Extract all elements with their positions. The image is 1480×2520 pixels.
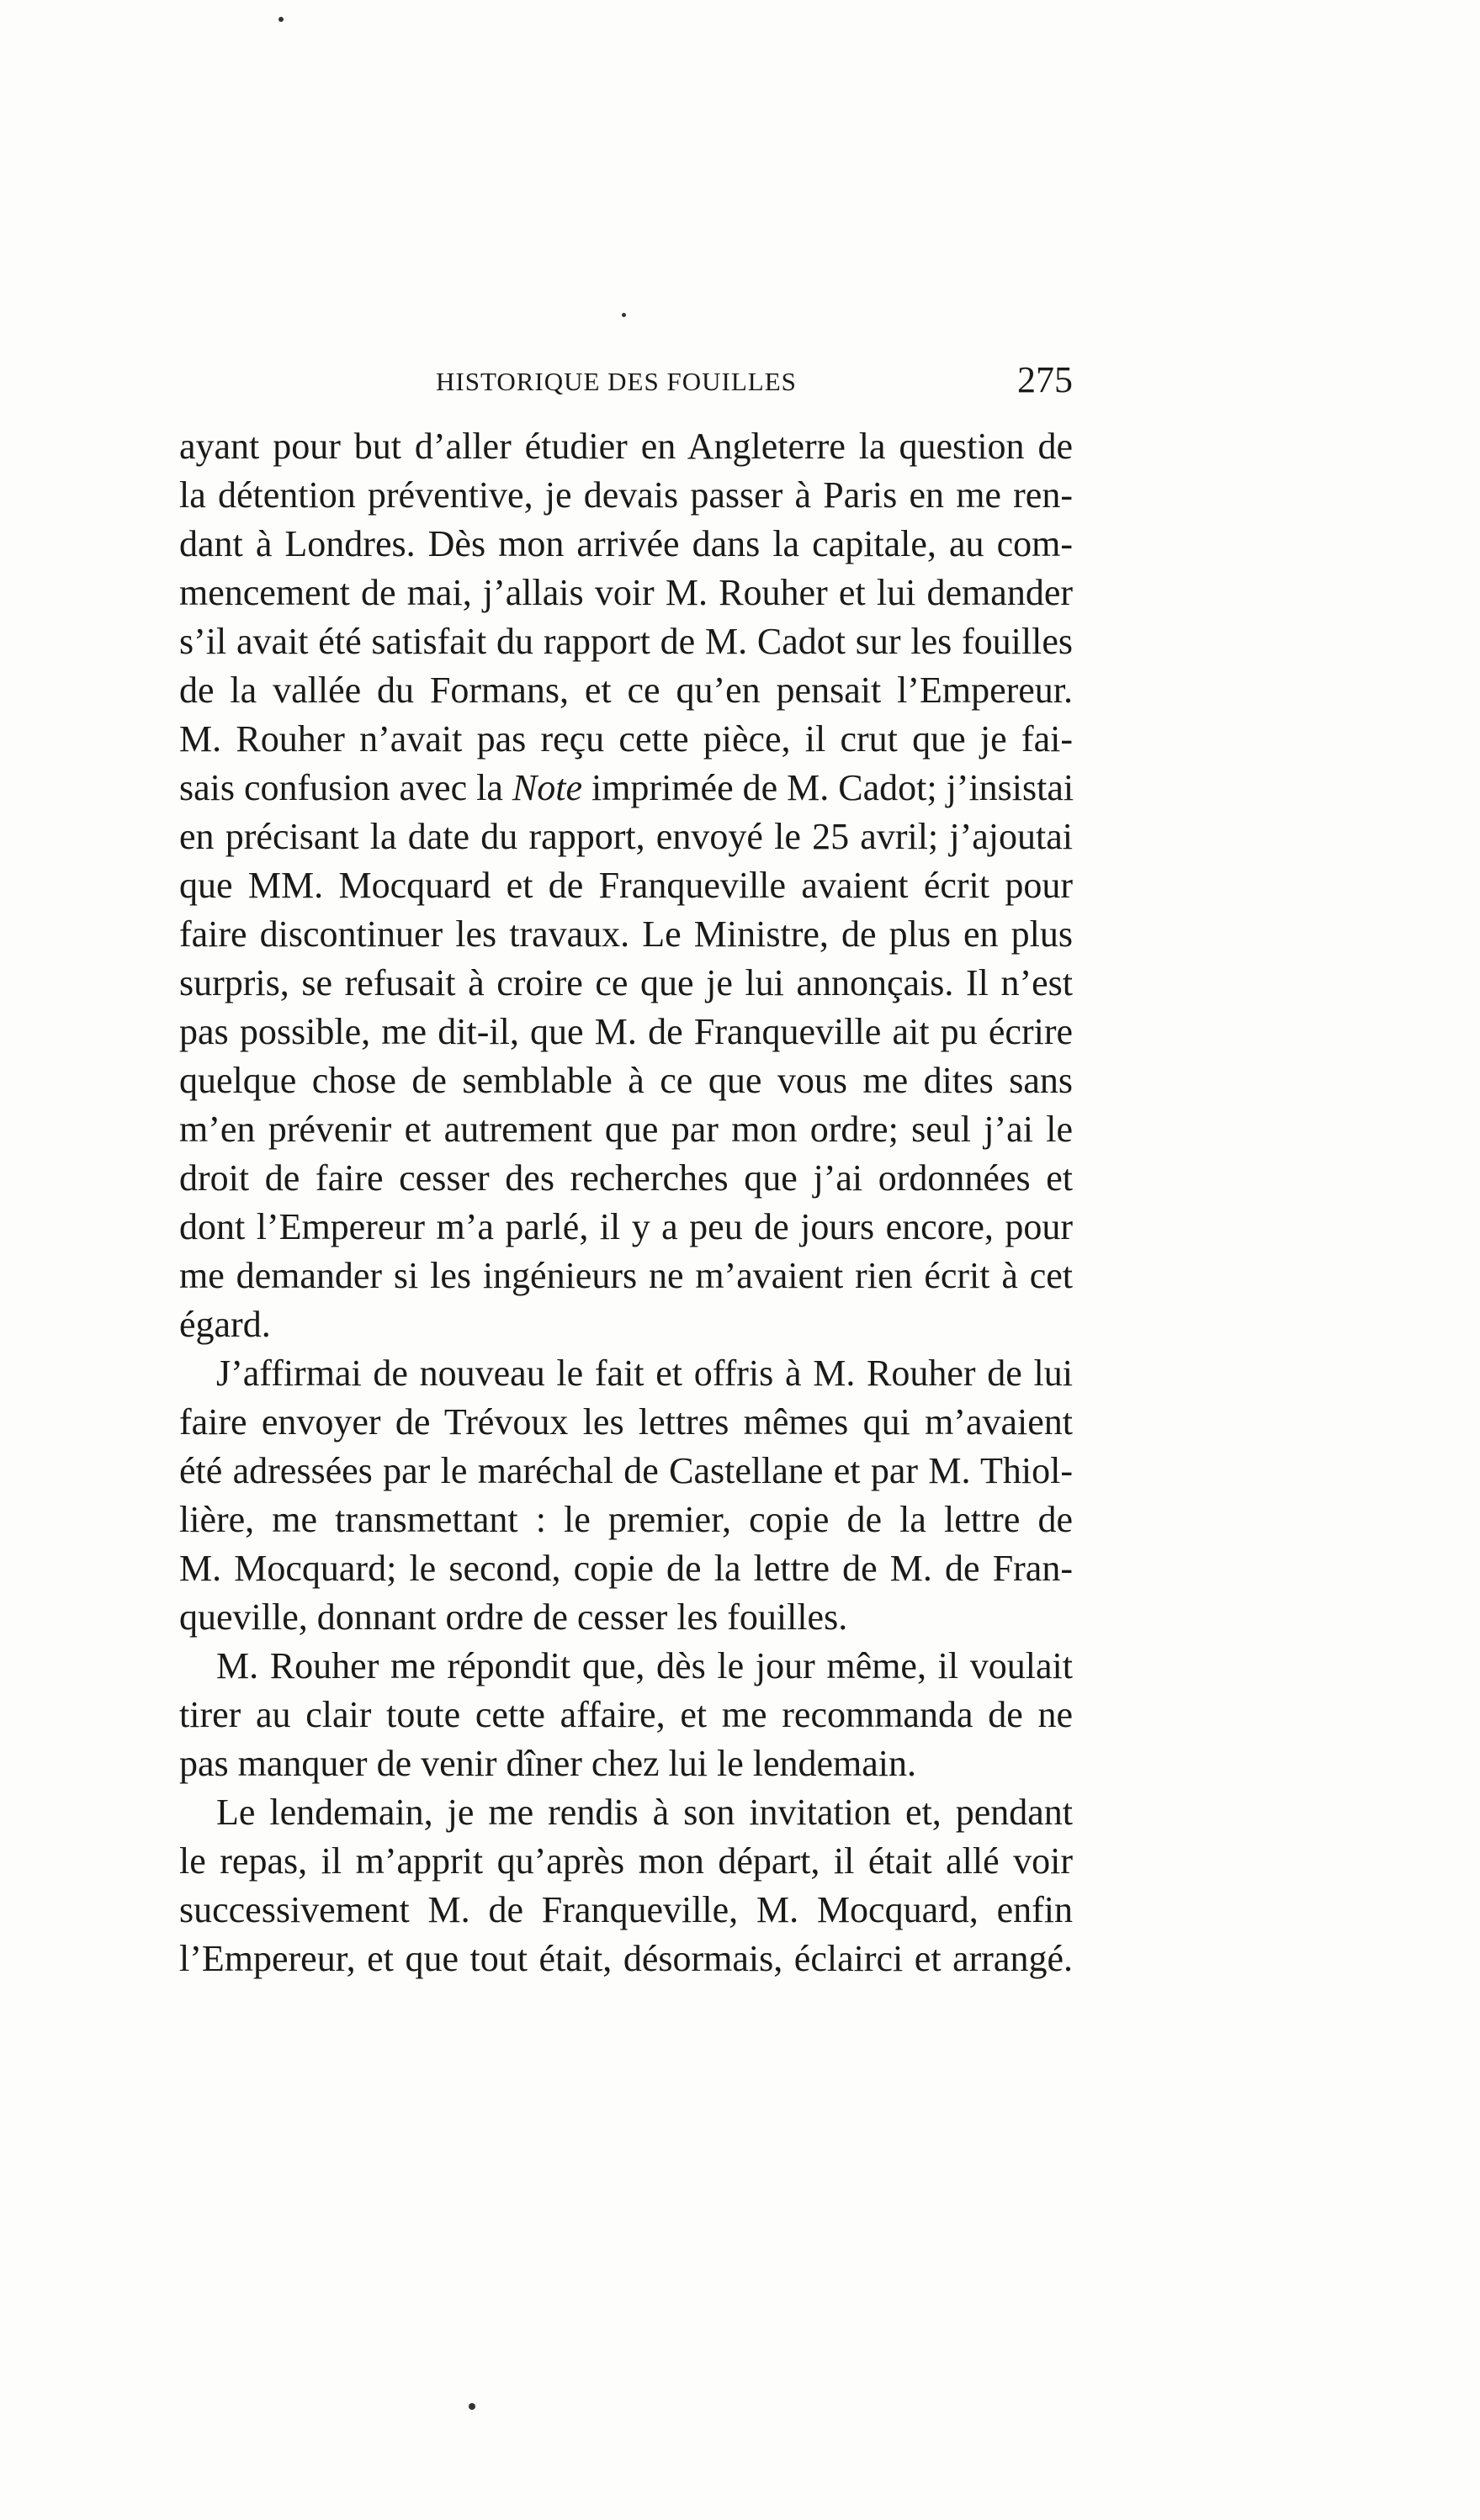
text-line: successivement M. de Franqueville, M. Mocquard, enfin [179, 1889, 1073, 1930]
paragraph [179, 1349, 1073, 1642]
text-line: pas manquer de venir dîner chez lui le lendemain. [179, 1743, 916, 1784]
text-line: droit de faire cesser des recherches que j’ai ordonnées et [179, 1157, 1073, 1199]
text-line: m’en prévenir et autrement que par mon ordre; seul j’ai le [179, 1109, 1073, 1150]
italic-word: Note [512, 767, 582, 808]
text-line: lière, me transmettant : le premier, copie de la lettre de [179, 1499, 1073, 1540]
scan-speck [469, 2403, 475, 2410]
text-line: pas possible, me dit-il, que M. de Franqueville ait pu écrire [179, 1011, 1073, 1052]
text-line: ayant pour but d’aller étudier en Angleterre la question de [179, 426, 1073, 467]
text-line: que MM. Mocquard et de Franqueville avaient écrit pour [179, 865, 1073, 906]
text-line: sais confusion avec la Note imprimée de M. Cadot; j’insistai [179, 767, 1074, 808]
text-line: M. Rouher n’avait pas reçu cette pièce, il crut que je fai- [179, 718, 1073, 760]
text-line: faire discontinuer les travaux. Le Ministre, de plus en plus [179, 913, 1073, 955]
text-line: J’affirmai de nouveau le fait et offris à M. Rouher de lui [216, 1353, 1073, 1394]
text-line: le repas, il m’apprit qu’après mon départ, il était allé voir [179, 1840, 1073, 1882]
running-head [179, 358, 1073, 409]
paragraph [179, 1642, 1073, 1788]
text-line: s’il avait été satisfait du rapport de M. Cadot sur les fouilles [179, 621, 1073, 662]
paragraph [179, 1788, 1073, 1983]
text-line: surpris, se refusait à croire ce que je lui annonçais. Il n’est [179, 962, 1073, 1003]
running-title: HISTORIQUE DES FOUILLES [436, 367, 797, 396]
text-line: l’Empereur, et que tout était, désormais, éclairci et arrangé. [179, 1938, 1073, 1979]
text-line: tirer au clair toute cette affaire, et me recommanda de ne [179, 1694, 1073, 1735]
text-line: M. Mocquard; le second, copie de la lettre de M. de Fran- [179, 1548, 1073, 1589]
text-line: faire envoyer de Trévoux les lettres mêmes qui m’avaient [179, 1401, 1073, 1443]
text-line: M. Rouher me répondit que, dès le jour même, il voulait [216, 1645, 1073, 1686]
text-line: mencement de mai, j’allais voir M. Rouher et lui demander [179, 572, 1073, 613]
text-line: me demander si les ingénieurs ne m’avaient rien écrit à cet [179, 1255, 1073, 1296]
text-line: dont l’Empereur m’a parlé, il y a peu de jours encore, pour [179, 1206, 1073, 1247]
text-line: de la vallée du Formans, et ce qu’en pensait l’Empereur. [179, 670, 1073, 711]
scan-speck [278, 17, 284, 22]
text-line: en précisant la date du rapport, envoyé le 25 avril; j’ajoutai [179, 816, 1073, 857]
text-line: la détention préventive, je devais passer à Paris en me ren- [179, 474, 1073, 516]
text-line: égard. [179, 1304, 271, 1345]
paragraph [179, 422, 1073, 1349]
body-text [179, 422, 1073, 1983]
page-number: 275 [1017, 359, 1073, 400]
text-line: Le lendemain, je me rendis à son invitation et, pendant [216, 1792, 1073, 1833]
scan-speck [622, 313, 626, 317]
text-line: queville, donnant ordre de cesser les fouilles. [179, 1596, 848, 1638]
text-line: quelque chose de semblable à ce que vous me dites sans [179, 1060, 1073, 1101]
text-line: dant à Londres. Dès mon arrivée dans la capitale, au com- [179, 523, 1073, 564]
text-line: été adressées par le maréchal de Castellane et par M. Thiol- [179, 1450, 1073, 1491]
